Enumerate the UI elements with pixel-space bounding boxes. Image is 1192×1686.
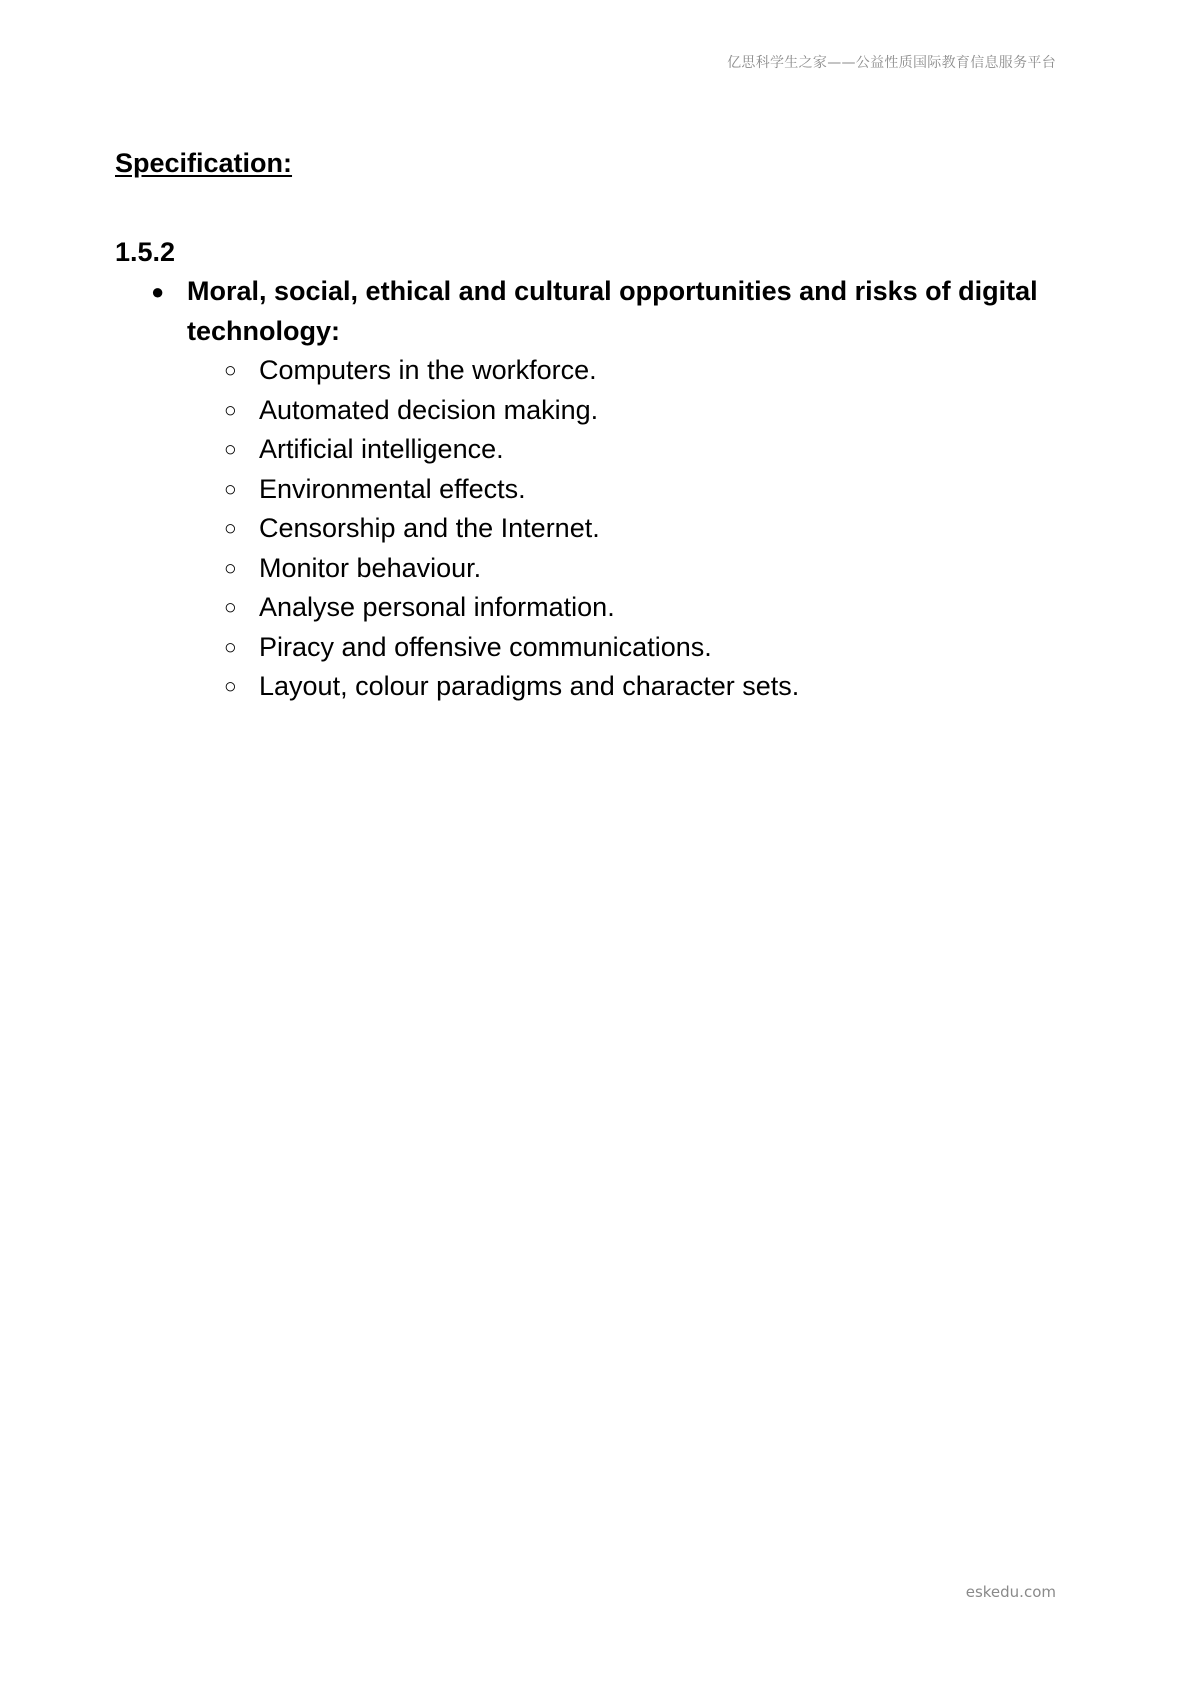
list-item-text: Piracy and offensive communications. bbox=[259, 631, 712, 662]
hollow-bullet-icon: ○ bbox=[224, 477, 237, 501]
topic-label: Moral, social, ethical and cultural opportunities and risks of digital technology: bbox=[187, 276, 1038, 346]
hollow-bullet-icon: ○ bbox=[224, 438, 237, 461]
hollow-bullet-icon: ○ bbox=[224, 635, 237, 659]
hollow-bullet-icon: ○ bbox=[224, 398, 237, 422]
list-item bbox=[187, 391, 1095, 431]
list-item bbox=[187, 351, 1095, 391]
list-item-text: Monitor behaviour. bbox=[259, 552, 482, 583]
bullet-icon: ● bbox=[151, 279, 165, 304]
specification-heading: Specification: bbox=[115, 148, 293, 178]
list-item-text: Layout, colour paradigms and character sets. bbox=[259, 671, 800, 701]
hollow-bullet-icon: ○ bbox=[224, 517, 237, 540]
header-watermark: 亿思科学生之家——公益性质国际教育信息服务平台 bbox=[727, 55, 1056, 71]
sub-topic-list bbox=[187, 351, 1095, 707]
hollow-bullet-icon: ○ bbox=[224, 556, 237, 580]
list-item bbox=[187, 628, 1095, 668]
list-item bbox=[187, 549, 1095, 589]
list-item bbox=[187, 470, 1095, 510]
list-item-text: Artificial intelligence. bbox=[259, 434, 504, 464]
list-item-text: Analyse personal information. bbox=[259, 592, 615, 622]
list-item-text: Automated decision making. bbox=[259, 394, 599, 425]
document-body bbox=[115, 140, 1095, 707]
list-item bbox=[187, 588, 1095, 628]
list-item bbox=[187, 509, 1095, 549]
hollow-bullet-icon: ○ bbox=[224, 359, 237, 382]
topic-list bbox=[115, 272, 1095, 707]
list-item-text: Censorship and the Internet. bbox=[259, 513, 600, 543]
hollow-bullet-icon: ○ bbox=[224, 596, 237, 619]
list-item bbox=[187, 667, 1095, 707]
section-number: 1.5.2 bbox=[115, 237, 176, 267]
list-item-text: Environmental effects. bbox=[259, 473, 526, 504]
list-item bbox=[187, 430, 1095, 470]
list-item-text: Computers in the workforce. bbox=[259, 355, 597, 385]
topic-item bbox=[115, 272, 1095, 707]
hollow-bullet-icon: ○ bbox=[224, 675, 237, 698]
footer-watermark: eskedu.com bbox=[965, 1583, 1056, 1601]
